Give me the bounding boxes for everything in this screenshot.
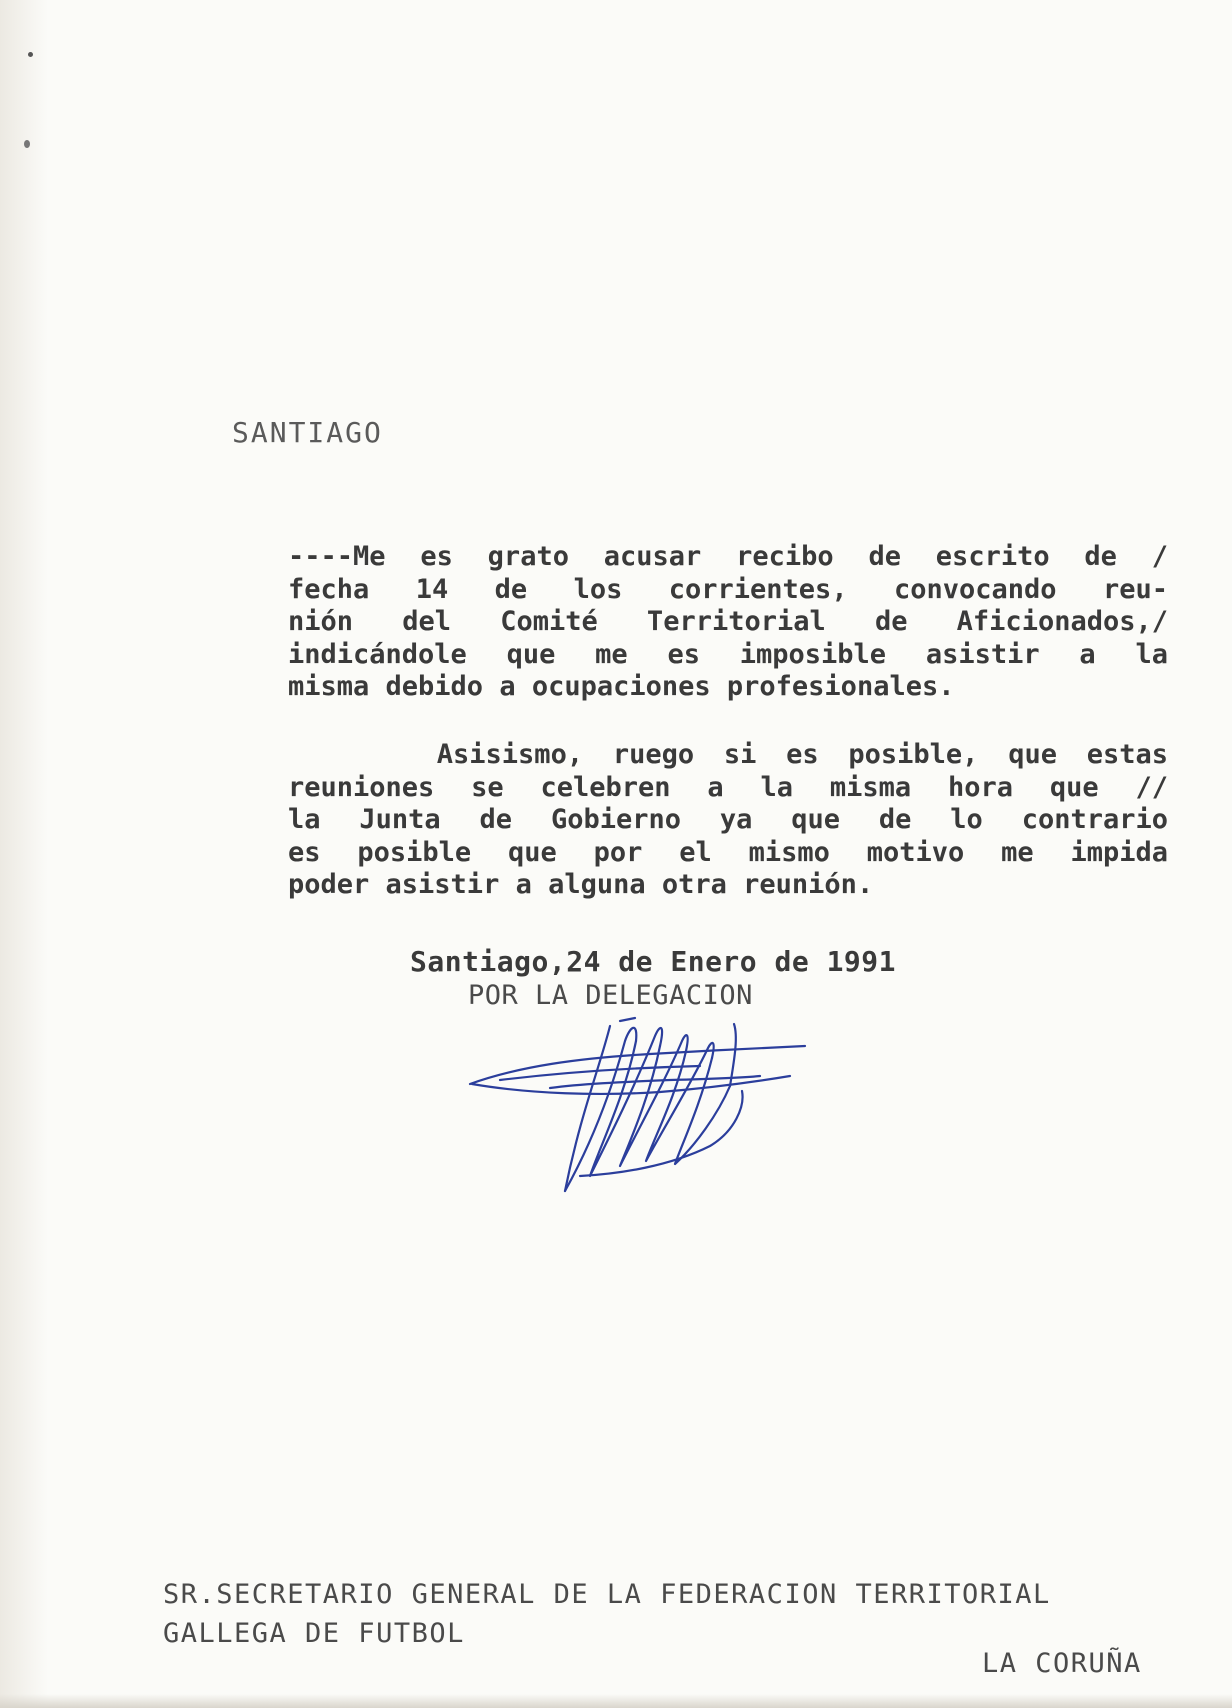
paragraph-2-line: es posible que por el mismo motivo me impida — [288, 836, 1168, 868]
closing-date: Santiago,24 de Enero de 1991 — [410, 945, 897, 978]
addressee-line: GALLEGA DE FUTBOL — [163, 1618, 465, 1649]
addressee-block — [163, 1575, 1051, 1653]
paragraph-2-line: reuniones se celebren a la misma hora que // — [288, 771, 1168, 803]
paragraph-1-line: misma debido a ocupaciones profesionales. — [288, 671, 955, 702]
paragraph-1-line: nión del Comité Territorial de Aficionados,/ — [288, 606, 1168, 637]
paragraph-1-line: indicándole que me es imposible asistir a la — [288, 638, 1168, 670]
addressee-line: SR.SECRETARIO GENERAL DE LA FEDERACION TERRITORIAL — [163, 1579, 1051, 1610]
handwritten-signature — [460, 996, 820, 1206]
paper-speck — [24, 140, 30, 148]
addressee-city: LA CORUÑA — [982, 1648, 1142, 1679]
paragraph-2-line: la Junta de Gobierno ya que de lo contrario — [288, 804, 1168, 835]
paragraph-2-line: poder asistir a alguna otra reunión. — [288, 869, 874, 900]
paragraph-1-line: fecha 14 de los corrientes, convocando reu- — [288, 573, 1168, 605]
paragraph-1-line: ----Me es grato acusar recibo de escrito de / — [288, 541, 1168, 572]
paper-speck — [28, 52, 33, 57]
delegation-line: POR LA DELEGACION — [468, 980, 753, 1011]
letter-heading: SANTIAGO — [232, 416, 383, 449]
paragraph-2-line: Asisismo, ruego si es posible, que estas — [288, 739, 1168, 770]
paragraph-2 — [288, 739, 1168, 902]
paragraph-1 — [288, 541, 1168, 704]
